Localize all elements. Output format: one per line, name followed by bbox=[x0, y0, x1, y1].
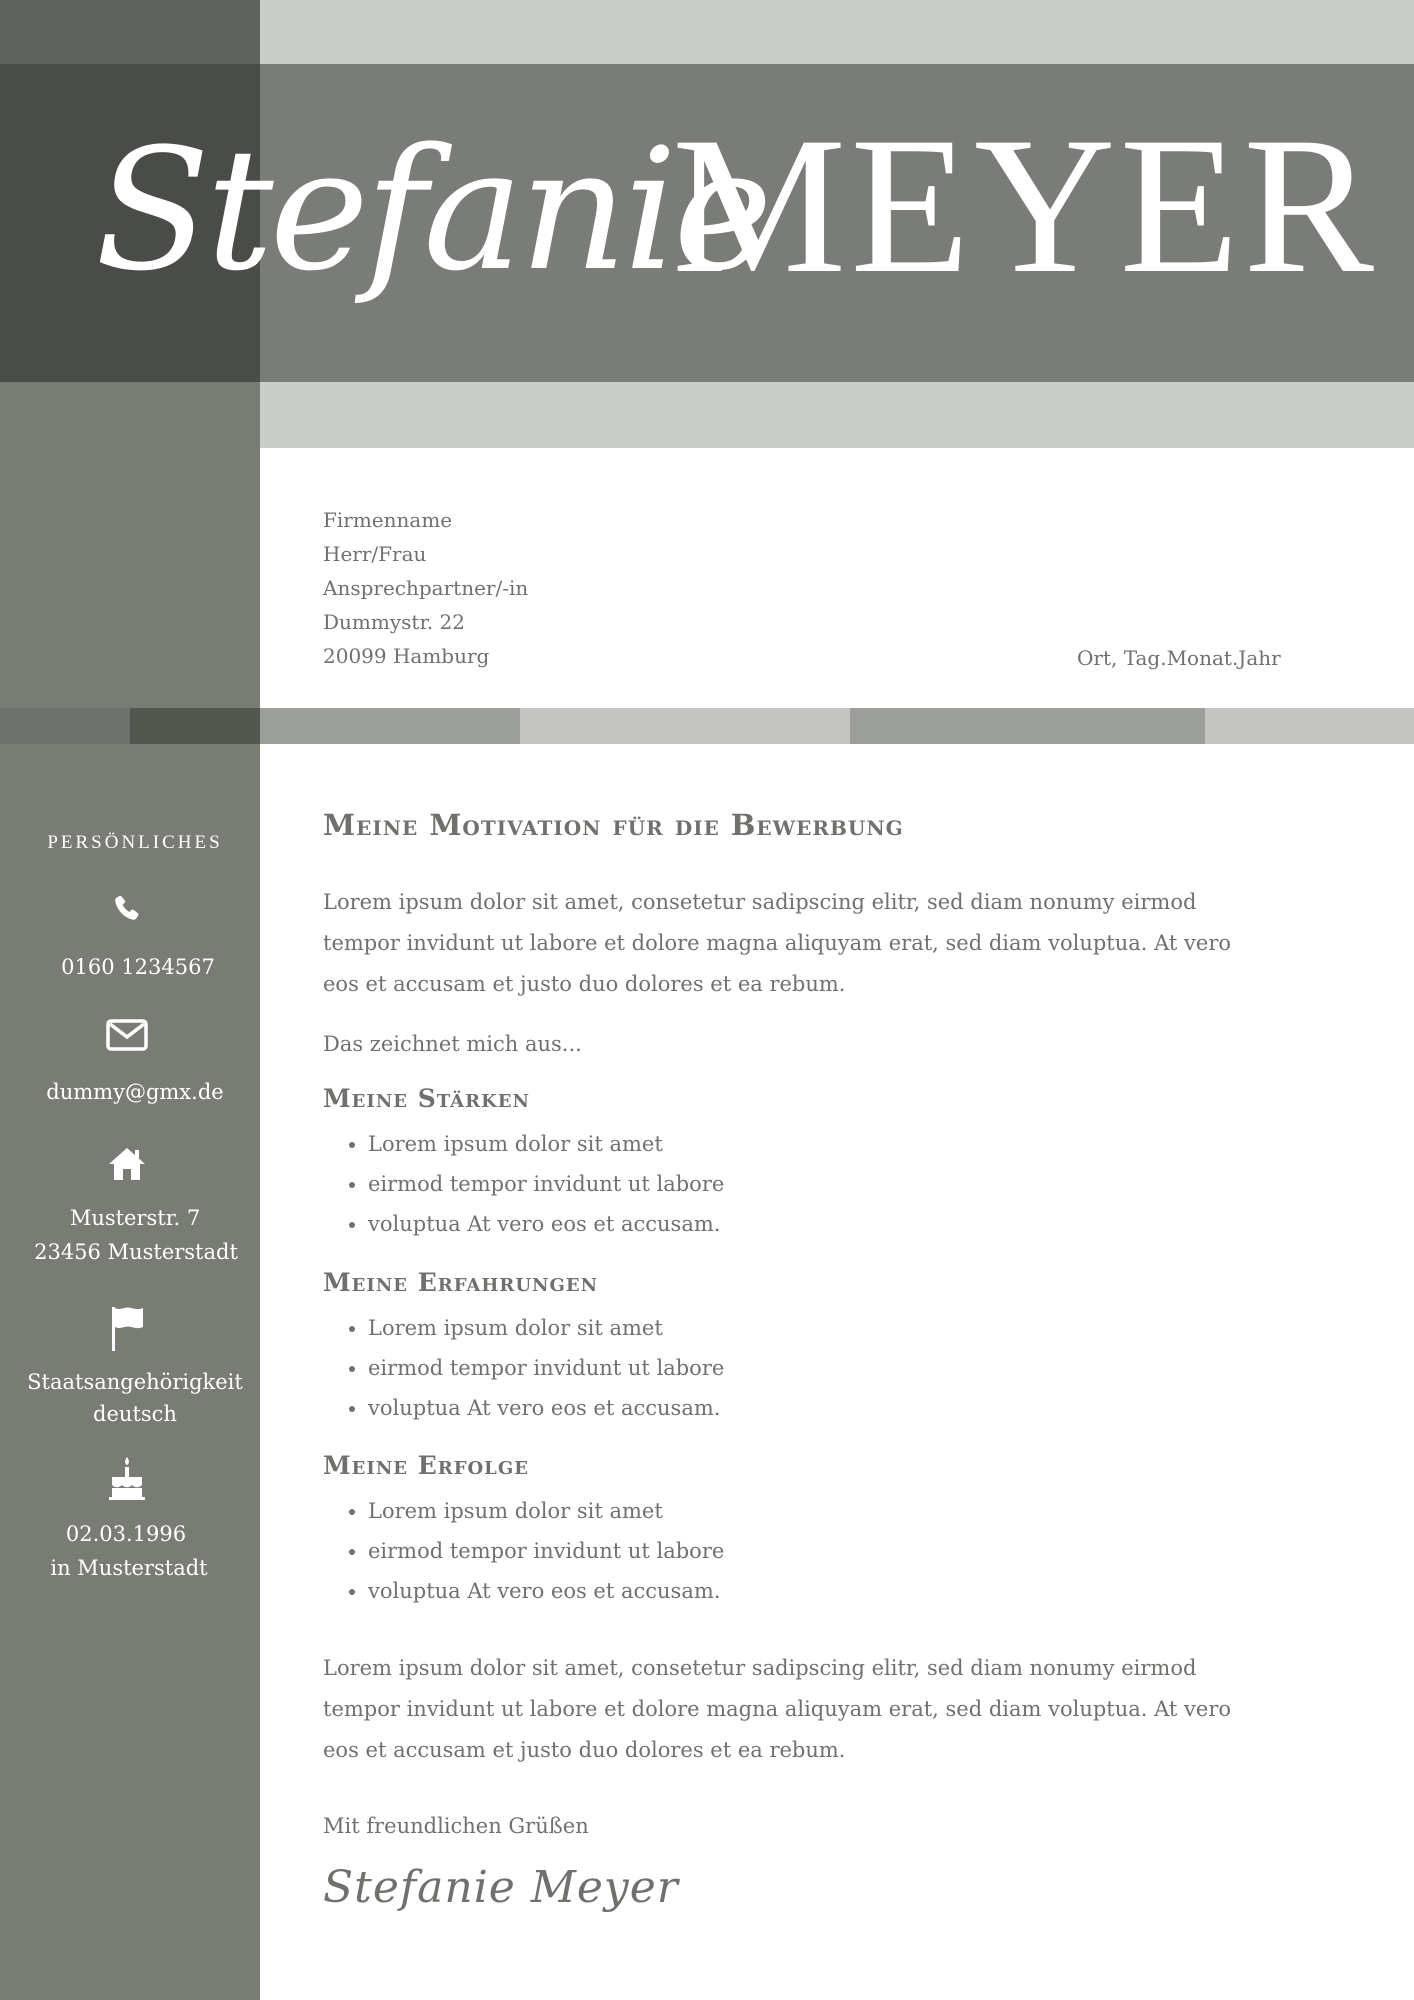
birth-place: in Musterstadt bbox=[50, 1556, 208, 1580]
flag-icon bbox=[0, 1305, 254, 1353]
header-band-bottom bbox=[260, 382, 1414, 448]
sidebar bbox=[0, 382, 260, 2000]
list-item: • Lorem ipsum dolor sit amet bbox=[368, 1124, 724, 1164]
recipient-salutation: Herr/Frau bbox=[323, 542, 427, 566]
list-item: • Lorem ipsum dolor sit amet bbox=[368, 1308, 724, 1348]
signature: Stefanie Meyer bbox=[323, 1862, 679, 1913]
recipient-address bbox=[323, 503, 528, 673]
address-street: Musterstr. 7 bbox=[69, 1206, 201, 1230]
last-name: MEYER bbox=[672, 97, 1378, 314]
letter-heading: Meine Motivation für die Bewerbung bbox=[323, 808, 904, 842]
recipient-street: Dummystr. 22 bbox=[323, 610, 465, 634]
stripe-segment bbox=[850, 708, 1205, 744]
list-item: • eirmod tempor invidunt ut labore bbox=[368, 1531, 724, 1571]
lead-in-text: Das zeichnet mich aus... bbox=[323, 1032, 582, 1056]
list-item: • voluptua At vero eos et accusam. bbox=[368, 1204, 724, 1244]
stripe-segment bbox=[0, 708, 130, 744]
cake-icon bbox=[0, 1455, 254, 1501]
nationality-label: Staatsangehörigkeit bbox=[27, 1370, 243, 1394]
greeting: Mit freundlichen Grüßen bbox=[323, 1814, 589, 1838]
list-item: • eirmod tempor invidunt ut labore bbox=[368, 1164, 724, 1204]
address-city: 23456 Musterstadt bbox=[34, 1240, 238, 1264]
stripe-segment bbox=[520, 708, 850, 744]
recipient-city: 20099 Hamburg bbox=[323, 644, 490, 668]
email-address[interactable]: dummy@gmx.de bbox=[46, 1080, 224, 1104]
mail-icon bbox=[0, 1018, 254, 1052]
recipient-company: Firmenname bbox=[323, 508, 453, 532]
strengths-list bbox=[323, 1124, 724, 1244]
list-item: • voluptua At vero eos et accusam. bbox=[368, 1571, 724, 1611]
phone-icon bbox=[0, 893, 254, 927]
stripe-segment bbox=[1205, 708, 1414, 744]
list-item: • Lorem ipsum dolor sit amet bbox=[368, 1491, 724, 1531]
letter-date: Ort, Tag.Monat.Jahr bbox=[1077, 646, 1281, 670]
first-name: Stefanie bbox=[95, 112, 769, 308]
closing-paragraph: Lorem ipsum dolor sit amet, consetetur sadipscing elitr, sed diam nonumy eirmod tempor invidunt ut labore et dolore magna aliquyam erat, sed diam voluptua. At vero eos et accusam et justo duo dolores et ea rebum. bbox=[323, 1656, 1232, 1762]
birth-date: 02.03.1996 bbox=[65, 1522, 187, 1546]
header-band-top-left bbox=[0, 0, 260, 64]
intro-paragraph: Lorem ipsum dolor sit amet, consetetur sadipscing elitr, sed diam nonumy eirmod tempor invidunt ut labore et dolore magna aliquyam erat, sed diam voluptua. At vero eos et accusam et justo duo dolores et ea rebum. bbox=[323, 890, 1232, 996]
stripe-segment bbox=[130, 708, 260, 744]
list-item: • eirmod tempor invidunt ut labore bbox=[368, 1348, 724, 1388]
recipient-contact: Ansprechpartner/-in bbox=[323, 576, 529, 600]
section-heading-experience: Meine Erfahrungen bbox=[323, 1268, 599, 1297]
experience-list bbox=[323, 1308, 724, 1428]
stripe-segment bbox=[260, 708, 520, 744]
section-heading-strengths: Meine Stärken bbox=[323, 1084, 530, 1113]
section-heading-successes: Meine Erfolge bbox=[323, 1451, 529, 1480]
sidebar-heading: PERSÖNLICHES bbox=[47, 832, 223, 853]
successes-list bbox=[323, 1491, 724, 1611]
header-band-top bbox=[260, 0, 1414, 64]
home-icon bbox=[0, 1145, 254, 1183]
phone-number[interactable]: 0160 1234567 bbox=[61, 955, 215, 979]
list-item: • voluptua At vero eos et accusam. bbox=[368, 1388, 724, 1428]
nationality-value: deutsch bbox=[93, 1402, 177, 1426]
